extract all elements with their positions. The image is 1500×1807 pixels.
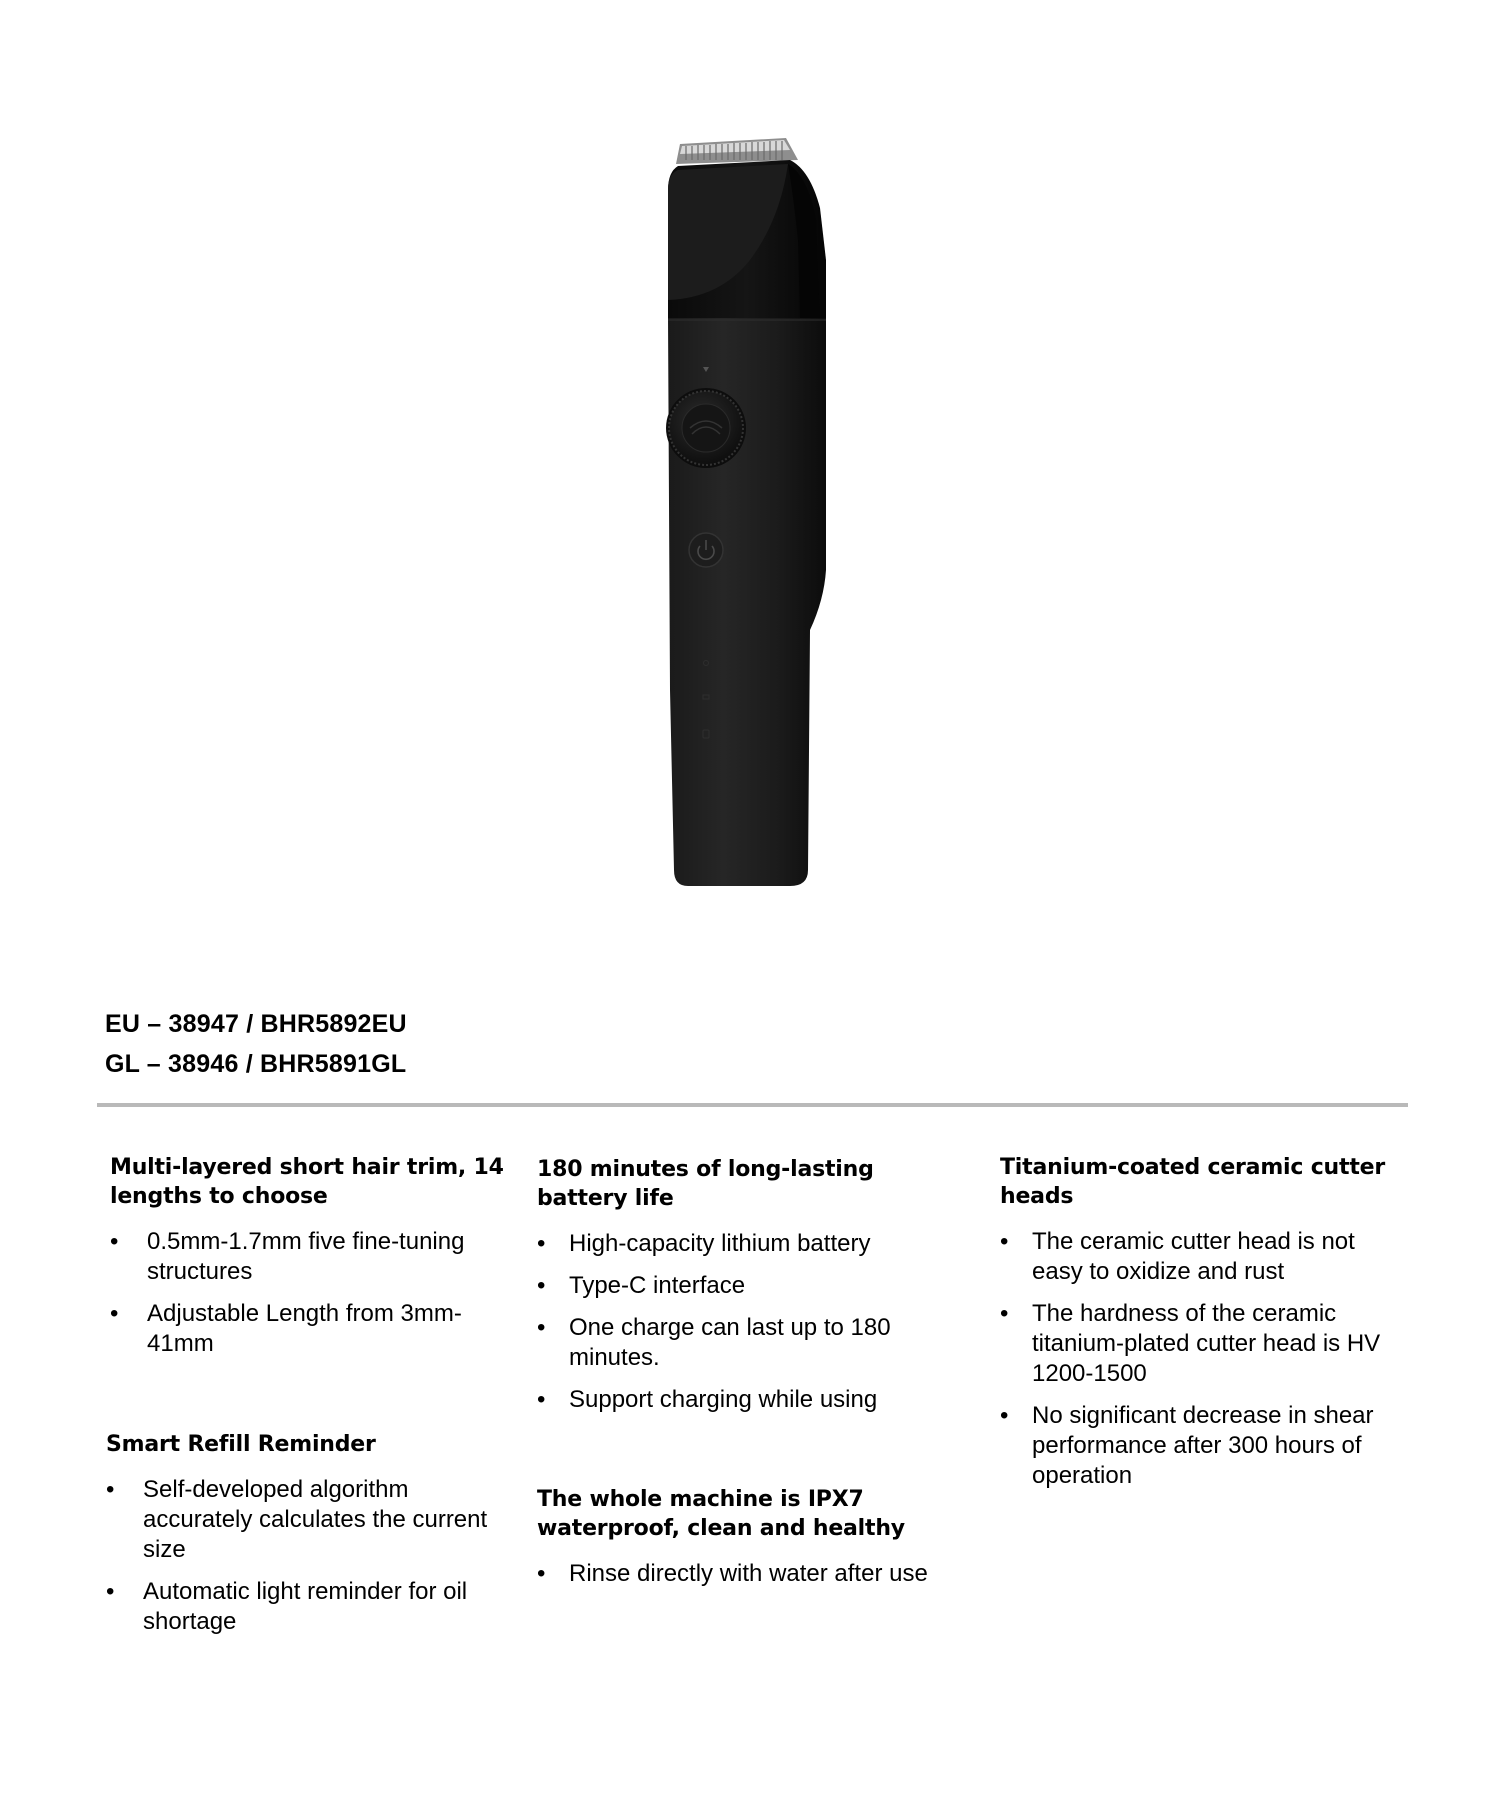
- feature-title: Smart Refill Reminder: [106, 1432, 376, 1457]
- bullet-icon: •: [1000, 1228, 1009, 1255]
- model-number-eu: EU – 38947 / BHR5892EU: [105, 1010, 407, 1038]
- bullet-icon: •: [537, 1272, 546, 1299]
- bullet-icon: •: [110, 1300, 119, 1327]
- feature-list: [110, 1227, 510, 1359]
- bullet-icon: •: [106, 1578, 115, 1605]
- feature-trim: [110, 1153, 510, 1371]
- bullet-icon: •: [537, 1314, 546, 1341]
- list-item: • The ceramic cutter head is not easy to oxidize and rust: [1000, 1228, 1355, 1285]
- list-item: • Adjustable Length from 3mm-41mm: [110, 1300, 462, 1357]
- section-divider: [97, 1103, 1408, 1107]
- bullet-icon: •: [537, 1560, 546, 1587]
- list-item: • Support charging while using: [537, 1386, 878, 1413]
- feature-list: [537, 1559, 977, 1589]
- bullet-icon: •: [110, 1228, 119, 1255]
- list-item: • Rinse directly with water after use: [537, 1560, 928, 1587]
- blade-teeth: [676, 138, 798, 164]
- bullet-icon: •: [106, 1476, 115, 1503]
- feature-title: 180 minutes of long-lasting battery life: [537, 1157, 874, 1211]
- hair-clipper-image: [640, 130, 880, 900]
- feature-list: [1000, 1227, 1400, 1491]
- feature-refill: [106, 1430, 516, 1649]
- bullet-icon: •: [537, 1386, 546, 1413]
- bullet-icon: •: [537, 1230, 546, 1257]
- list-item: • 0.5mm-1.7mm five fine-tuning structures: [110, 1228, 465, 1285]
- bullet-icon: •: [1000, 1300, 1009, 1327]
- feature-list: [106, 1475, 516, 1637]
- feature-list: [537, 1229, 957, 1415]
- model-number-gl: GL – 38946 / BHR5891GL: [105, 1050, 407, 1078]
- list-item: • Self-developed algorithm accurately calculates the current size: [106, 1476, 488, 1563]
- list-item: • No significant decrease in shear performance after 300 hours of operation: [1000, 1402, 1374, 1489]
- feature-battery: [537, 1155, 957, 1427]
- feature-title: Titanium-coated ceramic cutter heads: [1000, 1155, 1386, 1209]
- feature-cutter: [1000, 1153, 1400, 1503]
- list-item: • Automatic light reminder for oil shortage: [106, 1578, 468, 1635]
- feature-title: The whole machine is IPX7 waterproof, clean and healthy: [537, 1487, 905, 1541]
- list-item: • The hardness of the ceramic titanium-plated cutter head is HV 1200-1500: [1000, 1300, 1381, 1387]
- feature-waterproof: [537, 1485, 977, 1601]
- feature-title: Multi-layered short hair trim, 14 lengths to choose: [110, 1155, 504, 1209]
- list-item: • Type-C interface: [537, 1272, 746, 1299]
- list-item: • High-capacity lithium battery: [537, 1230, 871, 1257]
- bullet-icon: •: [1000, 1402, 1009, 1429]
- list-item: • One charge can last up to 180 minutes.: [537, 1314, 891, 1371]
